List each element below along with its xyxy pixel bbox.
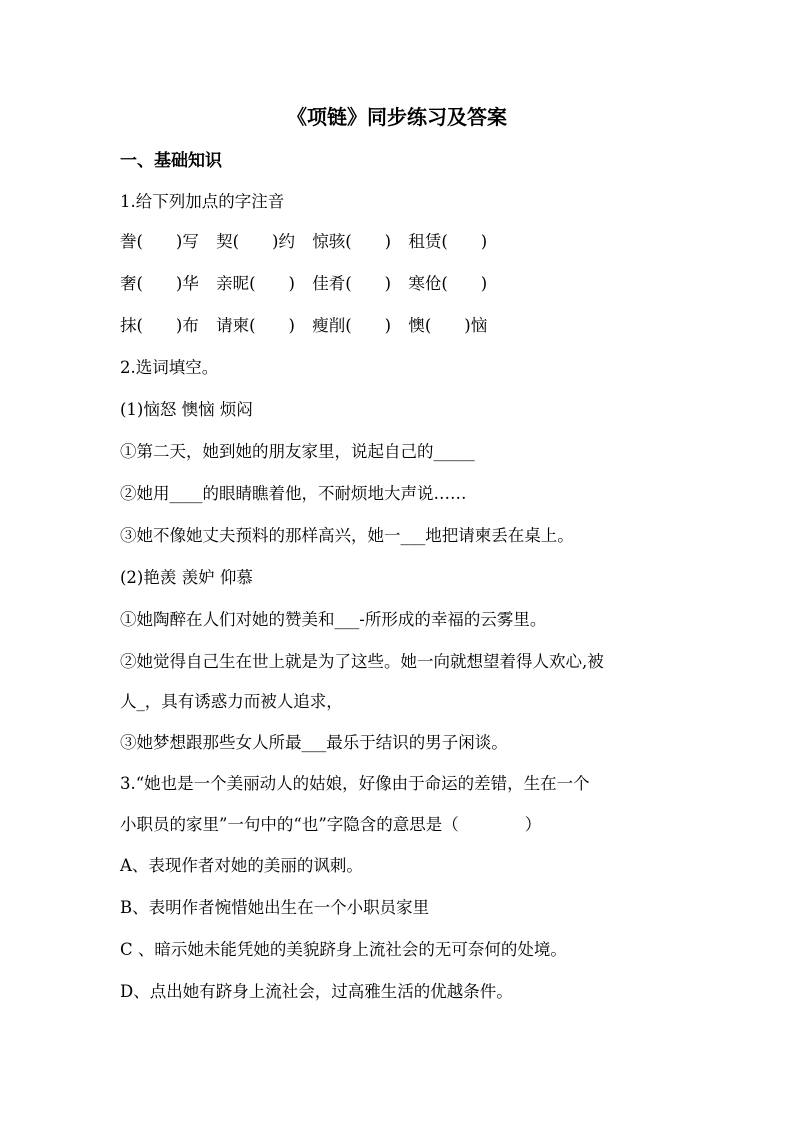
pinyin-item: 寒伧( ) (408, 274, 488, 293)
question-3-prompt-line-2: 小职员的家里”一句中的“也”字隐含的意思是（ ） (120, 815, 542, 834)
question-2-group-2-item-1: ①她陶醉在人们对她的赞美和___-所形成的幸福的云雾里。 (120, 610, 547, 629)
pinyin-item: 请柬( ) (216, 316, 295, 335)
pinyin-item: 亲昵( ) (216, 274, 295, 293)
section-heading-basic-knowledge: 一、基础知识 (120, 151, 222, 171)
question-2-group-2-item-2: ②她觉得自己生在世上就是为了这些。她一向就想望着得人欢心,被 (120, 652, 604, 671)
question-2-group-1-options: (1)恼怒 懊恼 烦闷 (120, 400, 253, 419)
question-3-option-b: B、表明作者惋惜她出生在一个小职员家里 (120, 898, 430, 917)
pinyin-item: 惊骇( ) (312, 232, 392, 251)
pinyin-item: 契( )约 (216, 232, 295, 251)
pinyin-item: 奢( )华 (120, 274, 199, 293)
question-2-group-1-item-1: ①第二天，她到她的朋友家里，说起自己的_____ (120, 442, 475, 461)
pinyin-item: 佳肴( ) (312, 274, 392, 293)
question-1-row-3 (120, 314, 487, 338)
question-2-prompt: 2.选词填空。 (120, 358, 219, 377)
pinyin-item: 抹( )布 (120, 316, 199, 335)
question-1-prompt: 1.给下列加点的字注音 (120, 192, 285, 211)
pinyin-item: 誊( )写 (120, 232, 199, 251)
pinyin-item: 瘦削( ) (312, 316, 392, 335)
question-2-group-2-options: (2)艳羡 羡妒 仰慕 (120, 568, 253, 587)
question-2-group-1-item-3: ③她不像她丈夫预料的那样高兴，她一___地把请柬丢在桌上。 (120, 526, 574, 545)
pinyin-item: 租赁( ) (408, 232, 488, 251)
question-3-option-d: D、点出她有跻身上流社会，过高雅生活的优越条件。 (120, 982, 513, 1001)
question-1-row-2 (120, 272, 487, 296)
question-1-row-1 (120, 230, 487, 254)
document-title: 《项链》同步练习及答案 (287, 105, 507, 129)
question-2-group-2-item-3: ③她梦想跟那些女人所最___最乐于结识的男子闲谈。 (120, 733, 508, 752)
question-2-group-2-item-2-continued: 人_，具有诱惑力而被人追求， (120, 692, 343, 711)
question-2-group-1-item-2: ②她用____的眼睛瞧着他，不耐烦地大声说…… (120, 484, 467, 503)
pinyin-item: 懊( )恼 (408, 316, 488, 335)
question-3-option-a: A、表现作者对她的美丽的讽刺。 (120, 856, 363, 875)
question-3-prompt-line-1: 3.“她也是一个美丽动人的姑娘，好像由于命运的差错，生在一个 (120, 774, 590, 793)
question-3-option-c: C 、暗示她未能凭她的美貌跻身上流社会的无可奈何的处境。 (120, 940, 567, 959)
